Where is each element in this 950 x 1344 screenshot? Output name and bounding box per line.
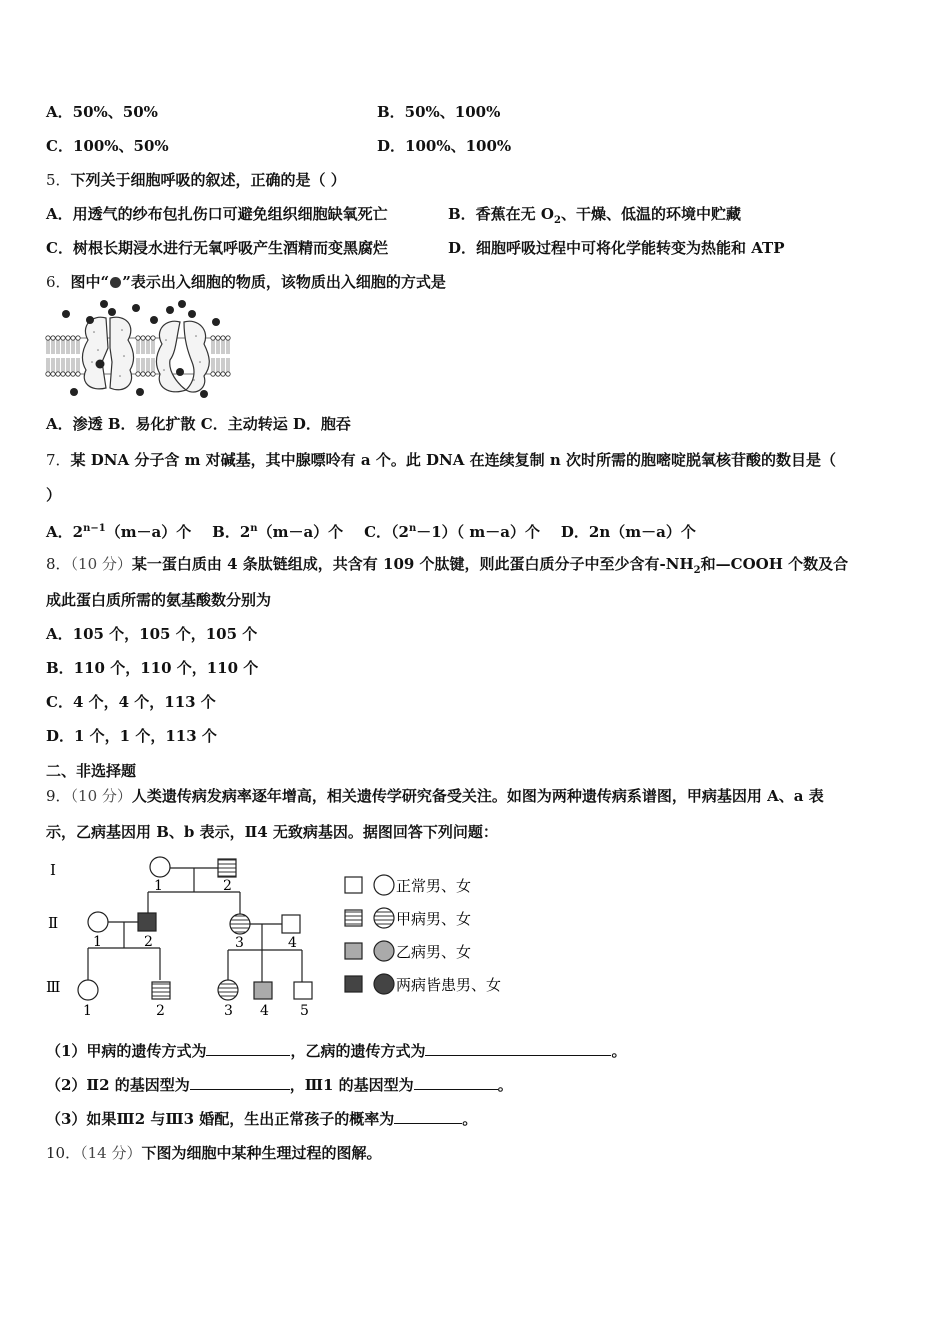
q9-sub3-blank[interactable] <box>394 1109 462 1124</box>
lipid-head <box>51 336 55 340</box>
carrier-protein-left <box>82 317 108 389</box>
lipid-tail <box>77 358 79 372</box>
q7-option-c <box>364 523 540 541</box>
q4-option-a: A．50%、50% <box>46 103 158 121</box>
ind-II4-normal-male <box>282 915 300 933</box>
lipid-head <box>76 336 80 340</box>
q9-sub1-pre: （1）甲病的遗传方式为 <box>46 1042 207 1060</box>
lipid-tail <box>67 340 69 354</box>
q9-sub2-blank1[interactable] <box>190 1075 290 1090</box>
ind-II2-both-diseases-male <box>138 913 156 931</box>
lipid-head <box>151 336 155 340</box>
particle-dot-icon <box>110 277 121 288</box>
q9-sub2-mid: ，Ⅲ1 的基因型为 <box>289 1076 414 1094</box>
q6-stem <box>46 272 446 292</box>
ind-label-III5: 5 <box>300 1003 309 1019</box>
q10-stem-text: 下图为细胞中某种生理过程的图解。 <box>141 1144 382 1162</box>
lipid-head <box>151 372 155 376</box>
ind-label-II3: 3 <box>235 935 244 951</box>
q6-number: 6． <box>46 273 71 291</box>
q7-option-b-sup: n <box>250 523 258 534</box>
lipid-head <box>226 372 230 376</box>
lipid-tail <box>52 340 54 354</box>
q5-option-c: C．树根长期浸水进行无氧呼吸产生酒精而变黑腐烂 <box>46 239 388 257</box>
q9-stem-line2: 示，乙病基因用 B、b 表示，Ⅱ4 无致病基因。据图回答下列问题： <box>46 823 498 841</box>
membrane-diagram <box>44 300 234 402</box>
q8-number: 8． <box>46 555 71 573</box>
ind-III4-disease-b-male <box>254 982 272 999</box>
q9-sub1 <box>46 1041 626 1061</box>
legend-disease-a-label: 甲病男、女 <box>396 910 472 928</box>
q9-number: 9． <box>46 787 71 805</box>
ind-label-II4: 4 <box>288 935 297 951</box>
q7-option-d: D．2n（m－a）个 <box>560 523 696 541</box>
lipid-tail <box>147 340 149 354</box>
ind-label-II2: 2 <box>144 934 153 950</box>
legend-both-label: 两病皆患男、女 <box>396 976 502 994</box>
lipid-tail <box>72 340 74 354</box>
lipid-head <box>226 336 230 340</box>
pedigree-chart <box>40 850 340 1025</box>
lipid-head <box>61 336 65 340</box>
q8-stem-sub: 2 <box>693 565 701 576</box>
q7-number: 7． <box>46 451 71 469</box>
lipid-tail <box>147 358 149 372</box>
lipid-head <box>146 336 150 340</box>
lipid-head <box>61 372 65 376</box>
q7-stem-end: ） <box>46 486 62 504</box>
lipid-head <box>56 372 60 376</box>
lipid-tail <box>62 358 64 372</box>
lipid-tail <box>227 358 229 372</box>
legend-disease-b-female-icon <box>374 941 394 961</box>
q10-score: （14 分） <box>80 1144 142 1162</box>
gen-label-2: Ⅱ <box>48 914 59 932</box>
lipid-tail <box>72 358 74 372</box>
lipid-head <box>76 372 80 376</box>
lipid-tail <box>217 340 219 354</box>
legend-disease-b-male-icon <box>345 943 362 959</box>
q10-stem <box>46 1143 381 1163</box>
lipid-head <box>136 336 140 340</box>
q7-stem-text: 某 DNA 分子含 m 对碱基，其中腺嘌呤有 a 个。此 DNA 在连续复制 n 次时所需的胞嘧啶脱氧核苷酸的数目是（ <box>70 451 836 469</box>
q4-option-d: D．100%、100% <box>377 137 512 155</box>
lipid-head <box>211 372 215 376</box>
q8-option-a: A．105 个，105 个，105 个 <box>46 625 258 643</box>
q7-option-b <box>212 523 343 541</box>
lipid-tail <box>77 340 79 354</box>
ind-I1-normal-female <box>150 857 170 877</box>
q5-option-a: A．用透气的纱布包扎伤口可避免组织细胞缺氧死亡 <box>46 205 388 223</box>
legend-normal-male-icon <box>345 877 362 893</box>
pedigree-legend <box>340 866 530 1002</box>
q7-options <box>46 519 696 542</box>
ind-label-III2: 2 <box>156 1003 165 1019</box>
q9-sub2-end: 。 <box>497 1076 513 1094</box>
gen-label-3: Ⅲ <box>46 978 61 996</box>
q4-option-c: C．100%、50% <box>46 137 169 155</box>
ind-III1-normal-female <box>78 980 98 1000</box>
q9-score: （10 分） <box>70 787 132 805</box>
carrier-protein-left-b <box>110 317 134 390</box>
lipid-tail <box>137 340 139 354</box>
q9-sub2 <box>46 1075 513 1095</box>
carrier-protein-right <box>156 321 186 392</box>
ind-label-I1: 1 <box>154 878 163 894</box>
q4-option-b: B．50%、100% <box>377 103 501 121</box>
q5-option-b-sub: 2 <box>553 215 561 226</box>
q9-sub3-pre: （3）如果Ⅲ2 与Ⅲ3 婚配，生出正常孩子的概率为 <box>46 1110 395 1128</box>
q7-option-c-pre: C．（2 <box>364 523 409 541</box>
lipid-head <box>136 372 140 376</box>
lipid-head <box>211 336 215 340</box>
lipid-tail <box>222 358 224 372</box>
legend-both-male-icon <box>345 976 362 992</box>
legend-normal-female-icon <box>374 875 394 895</box>
lipid-tail <box>217 358 219 372</box>
ind-label-III4: 4 <box>260 1003 269 1019</box>
lipid-tail <box>52 358 54 372</box>
lipid-tail <box>152 358 154 372</box>
q9-sub1-mid: ，乙病的遗传方式为 <box>290 1042 426 1060</box>
q7-option-a-pre: A．2 <box>46 523 84 541</box>
ind-II1-normal-female <box>88 912 108 932</box>
lipid-tail <box>227 340 229 354</box>
q5-option-d: D．细胞呼吸过程中可将化学能转变为热能和 ATP <box>448 239 785 257</box>
q7-option-a <box>46 523 191 541</box>
q5-stem <box>46 170 346 190</box>
q6-options: A．渗透 B．易化扩散 C．主动转运 D．胞吞 <box>46 415 351 433</box>
lipid-tail <box>142 358 144 372</box>
lipid-head <box>51 372 55 376</box>
lipid-head <box>141 336 145 340</box>
lipid-head <box>216 336 220 340</box>
q8-option-c: C．4 个，4 个，113 个 <box>46 693 216 711</box>
lipid-tail <box>57 358 59 372</box>
ind-III3-disease-a-female <box>218 980 238 1000</box>
q7-option-c-post: －1）（ m－a）个 <box>416 523 540 541</box>
section-title: 二、非选择题 <box>46 762 137 780</box>
lipid-head <box>221 372 225 376</box>
pedigree-lines <box>88 868 302 982</box>
q9-sub1-end: 。 <box>611 1042 627 1060</box>
q7-option-b-post: （m－a）个 <box>257 523 344 541</box>
lipid-tail <box>222 340 224 354</box>
lipid-tail <box>47 340 49 354</box>
lipid-tail <box>57 340 59 354</box>
lipid-head <box>46 336 50 340</box>
q9-sub2-pre: （2）Ⅱ2 的基因型为 <box>46 1076 190 1094</box>
legend-disease-b-label: 乙病男、女 <box>396 943 472 961</box>
q8-stem-post: 和—COOH 个数及合 <box>700 555 849 573</box>
q5-option-b <box>448 204 741 231</box>
q9-sub2-blank2[interactable] <box>414 1075 498 1090</box>
q7-option-b-pre: B．2 <box>212 523 251 541</box>
ind-label-III1: 1 <box>83 1003 92 1019</box>
q8-stem-line2: 成此蛋白质所需的氨基酸数分别为 <box>46 591 272 609</box>
ind-III5-normal-male <box>294 982 312 999</box>
lipid-tail <box>152 340 154 354</box>
q7-option-a-post: （m－a）个 <box>105 523 192 541</box>
q6-stem-pre: 图中“ <box>70 273 110 291</box>
legend-disease-a-female-icon <box>374 908 394 928</box>
legend-normal-label: 正常男、女 <box>396 877 472 895</box>
lipid-head <box>146 372 150 376</box>
lipid-head <box>71 336 75 340</box>
ind-label-I2: 2 <box>223 878 232 894</box>
q8-option-d: D．1 个，1 个，113 个 <box>46 727 217 745</box>
q7-option-c-sup: n <box>408 523 417 534</box>
ind-III2-disease-a-male <box>152 982 170 999</box>
carrier-protein-right-b <box>184 321 209 392</box>
lipid-head <box>221 336 225 340</box>
q9-stem <box>46 786 824 806</box>
lipid-head <box>71 372 75 376</box>
ind-label-III3: 3 <box>224 1003 233 1019</box>
lipid-tail <box>47 358 49 372</box>
lipid-tail <box>212 358 214 372</box>
legend-disease-a-male-icon <box>345 910 362 926</box>
q9-sub3 <box>46 1109 477 1129</box>
q10-number: 10． <box>46 1144 81 1162</box>
ind-I2-disease-a-male <box>218 859 236 877</box>
lipid-tail <box>212 340 214 354</box>
lipid-head <box>66 336 70 340</box>
q9-sub1-blank2[interactable] <box>425 1041 611 1056</box>
lipid-head <box>216 372 220 376</box>
q6-stem-post: ”表示出入细胞的物质，该物质出入细胞的方式是 <box>122 273 446 291</box>
q8-score: （10 分） <box>70 555 132 573</box>
q9-stem-line1: 人类遗传病发病率逐年增高，相关遗传学研究备受关注。如图为两种遗传病系谱图，甲病基因用 A、a 表 <box>131 787 824 805</box>
q8-stem-pre: 某一蛋白质由 4 条肽链组成，共含有 109 个肽键，则此蛋白质分子中至少含有-NH <box>131 555 694 573</box>
gen-label-1: Ⅰ <box>50 861 56 879</box>
lipid-head <box>141 372 145 376</box>
lipid-tail <box>62 340 64 354</box>
lipid-head <box>46 372 50 376</box>
q5-option-b-pre: B．香蕉在无 O <box>448 205 554 223</box>
q9-sub1-blank1[interactable] <box>206 1041 290 1056</box>
q8-option-b: B．110 个，110 个，110 个 <box>46 659 259 677</box>
q9-sub3-end: 。 <box>462 1110 478 1128</box>
ind-label-II1: 1 <box>93 934 102 950</box>
q5-option-b-post: 、干燥、低温的环境中贮藏 <box>560 205 741 223</box>
legend-both-female-icon <box>374 974 394 994</box>
lipid-head <box>56 336 60 340</box>
q7-option-a-sup: n−1 <box>83 523 106 534</box>
q7-stem <box>46 450 836 470</box>
q5-stem-text: 下列关于细胞呼吸的叙述，正确的是（ ） <box>70 171 346 189</box>
lipid-head <box>66 372 70 376</box>
q5-number: 5． <box>46 171 71 189</box>
lipid-tail <box>137 358 139 372</box>
q8-stem <box>46 554 848 581</box>
lipid-tail <box>67 358 69 372</box>
ind-II3-disease-a-female <box>230 914 250 934</box>
lipid-tail <box>142 340 144 354</box>
